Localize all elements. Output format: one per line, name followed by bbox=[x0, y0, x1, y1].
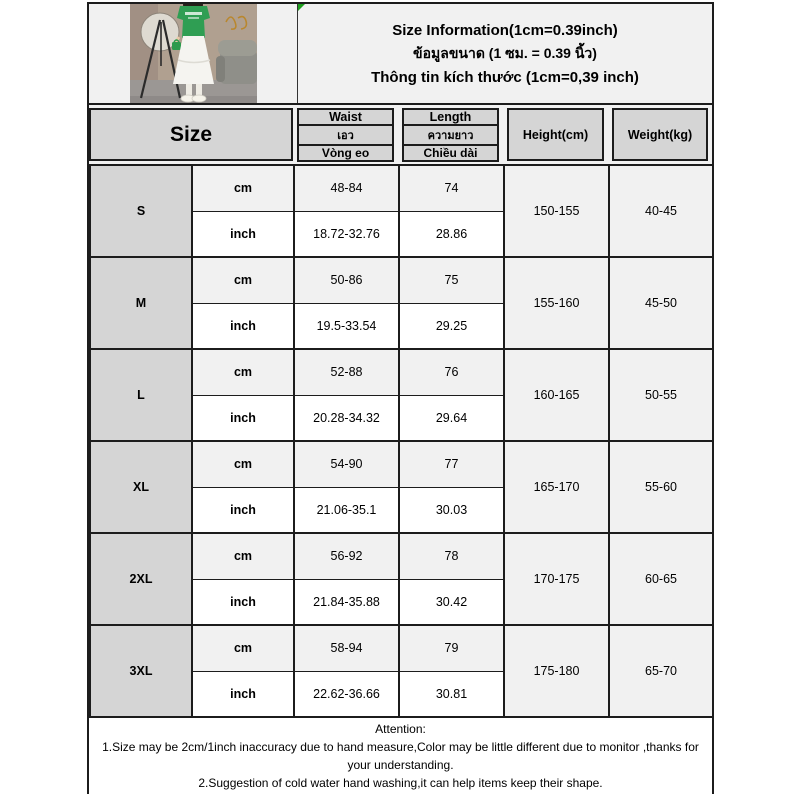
unit-inch-cell: inch bbox=[192, 395, 294, 441]
title-vietnamese: Thông tin kích thước (1cm=0,39 inch) bbox=[371, 68, 639, 86]
table-row-cm bbox=[90, 533, 713, 579]
waist-inch-value: 18.72-32.76 bbox=[294, 211, 399, 257]
unit-cm-cell: cm bbox=[192, 165, 294, 211]
length-cm-value: 77 bbox=[399, 441, 504, 487]
weight-range-value: 40-45 bbox=[609, 165, 713, 257]
table-row-cm bbox=[90, 349, 713, 395]
height-range-value: 150-155 bbox=[504, 165, 609, 257]
length-inch-value: 30.81 bbox=[399, 671, 504, 717]
size-table-body bbox=[90, 165, 713, 717]
height-range-value: 160-165 bbox=[504, 349, 609, 441]
weight-range-value: 65-70 bbox=[609, 625, 713, 717]
length-inch-value: 30.42 bbox=[399, 579, 504, 625]
header-length-vi: Chiều dài bbox=[402, 144, 499, 162]
unit-inch-cell: inch bbox=[192, 671, 294, 717]
size-label-cell: 3XL bbox=[90, 625, 192, 717]
title-english: Size Information(1cm=0.39inch) bbox=[392, 21, 618, 39]
waist-inch-value: 21.84-35.88 bbox=[294, 579, 399, 625]
unit-cm-cell: cm bbox=[192, 257, 294, 303]
unit-cm-cell: cm bbox=[192, 441, 294, 487]
unit-cm-cell: cm bbox=[192, 349, 294, 395]
unit-inch-cell: inch bbox=[192, 579, 294, 625]
waist-cm-value: 48-84 bbox=[294, 165, 399, 211]
size-info-title-block bbox=[298, 4, 712, 103]
top-section bbox=[89, 4, 712, 105]
header-weight: Weight(kg) bbox=[612, 108, 708, 161]
header-waist-en: Waist bbox=[297, 108, 394, 126]
unit-inch-cell: inch bbox=[192, 211, 294, 257]
header-size: Size bbox=[89, 108, 293, 161]
size-label-cell: L bbox=[90, 349, 192, 441]
header-length-en: Length bbox=[402, 108, 499, 126]
product-photo-cell bbox=[89, 4, 298, 103]
waist-cm-value: 56-92 bbox=[294, 533, 399, 579]
size-label-cell: S bbox=[90, 165, 192, 257]
header-height: Height(cm) bbox=[507, 108, 604, 161]
size-label-cell: XL bbox=[90, 441, 192, 533]
height-range-value: 175-180 bbox=[504, 625, 609, 717]
waist-inch-value: 22.62-36.66 bbox=[294, 671, 399, 717]
height-range-value: 165-170 bbox=[504, 441, 609, 533]
header-waist-vi: Vòng eo bbox=[297, 144, 394, 162]
length-cm-value: 74 bbox=[399, 165, 504, 211]
size-label-cell: 2XL bbox=[90, 533, 192, 625]
waist-inch-value: 20.28-34.32 bbox=[294, 395, 399, 441]
attention-title: Attention: bbox=[375, 722, 426, 736]
size-chart-sheet bbox=[87, 2, 714, 794]
table-row-cm bbox=[90, 165, 713, 211]
length-cm-value: 75 bbox=[399, 257, 504, 303]
length-cm-value: 76 bbox=[399, 349, 504, 395]
table-row-cm bbox=[90, 441, 713, 487]
header-col-weight bbox=[608, 105, 712, 164]
waist-cm-value: 50-86 bbox=[294, 257, 399, 303]
header-col-waist bbox=[293, 105, 398, 164]
length-inch-value: 28.86 bbox=[399, 211, 504, 257]
product-photo bbox=[130, 4, 257, 103]
length-inch-value: 29.25 bbox=[399, 303, 504, 349]
attention-note-1: 1.Size may be 2cm/1inch inaccuracy due to hand measure,Color may be little different due to monitor ,thanks for your understanding. bbox=[102, 740, 699, 772]
attention-note-2: 2.Suggestion of cold water hand washing,it can help items keep their shape. bbox=[198, 776, 603, 790]
length-inch-value: 29.64 bbox=[399, 395, 504, 441]
height-range-value: 155-160 bbox=[504, 257, 609, 349]
header-col-size bbox=[89, 105, 293, 164]
waist-cm-value: 52-88 bbox=[294, 349, 399, 395]
attention-section bbox=[89, 718, 712, 794]
height-range-value: 170-175 bbox=[504, 533, 609, 625]
weight-range-value: 50-55 bbox=[609, 349, 713, 441]
weight-range-value: 45-50 bbox=[609, 257, 713, 349]
length-inch-value: 30.03 bbox=[399, 487, 504, 533]
unit-cm-cell: cm bbox=[192, 625, 294, 671]
weight-range-value: 55-60 bbox=[609, 441, 713, 533]
waist-cm-value: 58-94 bbox=[294, 625, 399, 671]
length-cm-value: 79 bbox=[399, 625, 504, 671]
unit-inch-cell: inch bbox=[192, 487, 294, 533]
size-label-cell: M bbox=[90, 257, 192, 349]
table-row-cm bbox=[90, 257, 713, 303]
header-col-length bbox=[398, 105, 503, 164]
table-row-cm bbox=[90, 625, 713, 671]
size-table bbox=[89, 164, 714, 718]
table-header-row bbox=[89, 105, 712, 164]
unit-inch-cell: inch bbox=[192, 303, 294, 349]
length-cm-value: 78 bbox=[399, 533, 504, 579]
comment-marker-icon bbox=[298, 4, 305, 11]
header-waist-th: เอว bbox=[297, 124, 394, 146]
waist-inch-value: 19.5-33.54 bbox=[294, 303, 399, 349]
title-thai: ข้อมูลขนาด (1 ซม. = 0.39 นิ้ว) bbox=[413, 44, 597, 61]
header-length-th: ความยาว bbox=[402, 124, 499, 146]
waist-inch-value: 21.06-35.1 bbox=[294, 487, 399, 533]
waist-cm-value: 54-90 bbox=[294, 441, 399, 487]
unit-cm-cell: cm bbox=[192, 533, 294, 579]
header-col-height bbox=[503, 105, 608, 164]
weight-range-value: 60-65 bbox=[609, 533, 713, 625]
